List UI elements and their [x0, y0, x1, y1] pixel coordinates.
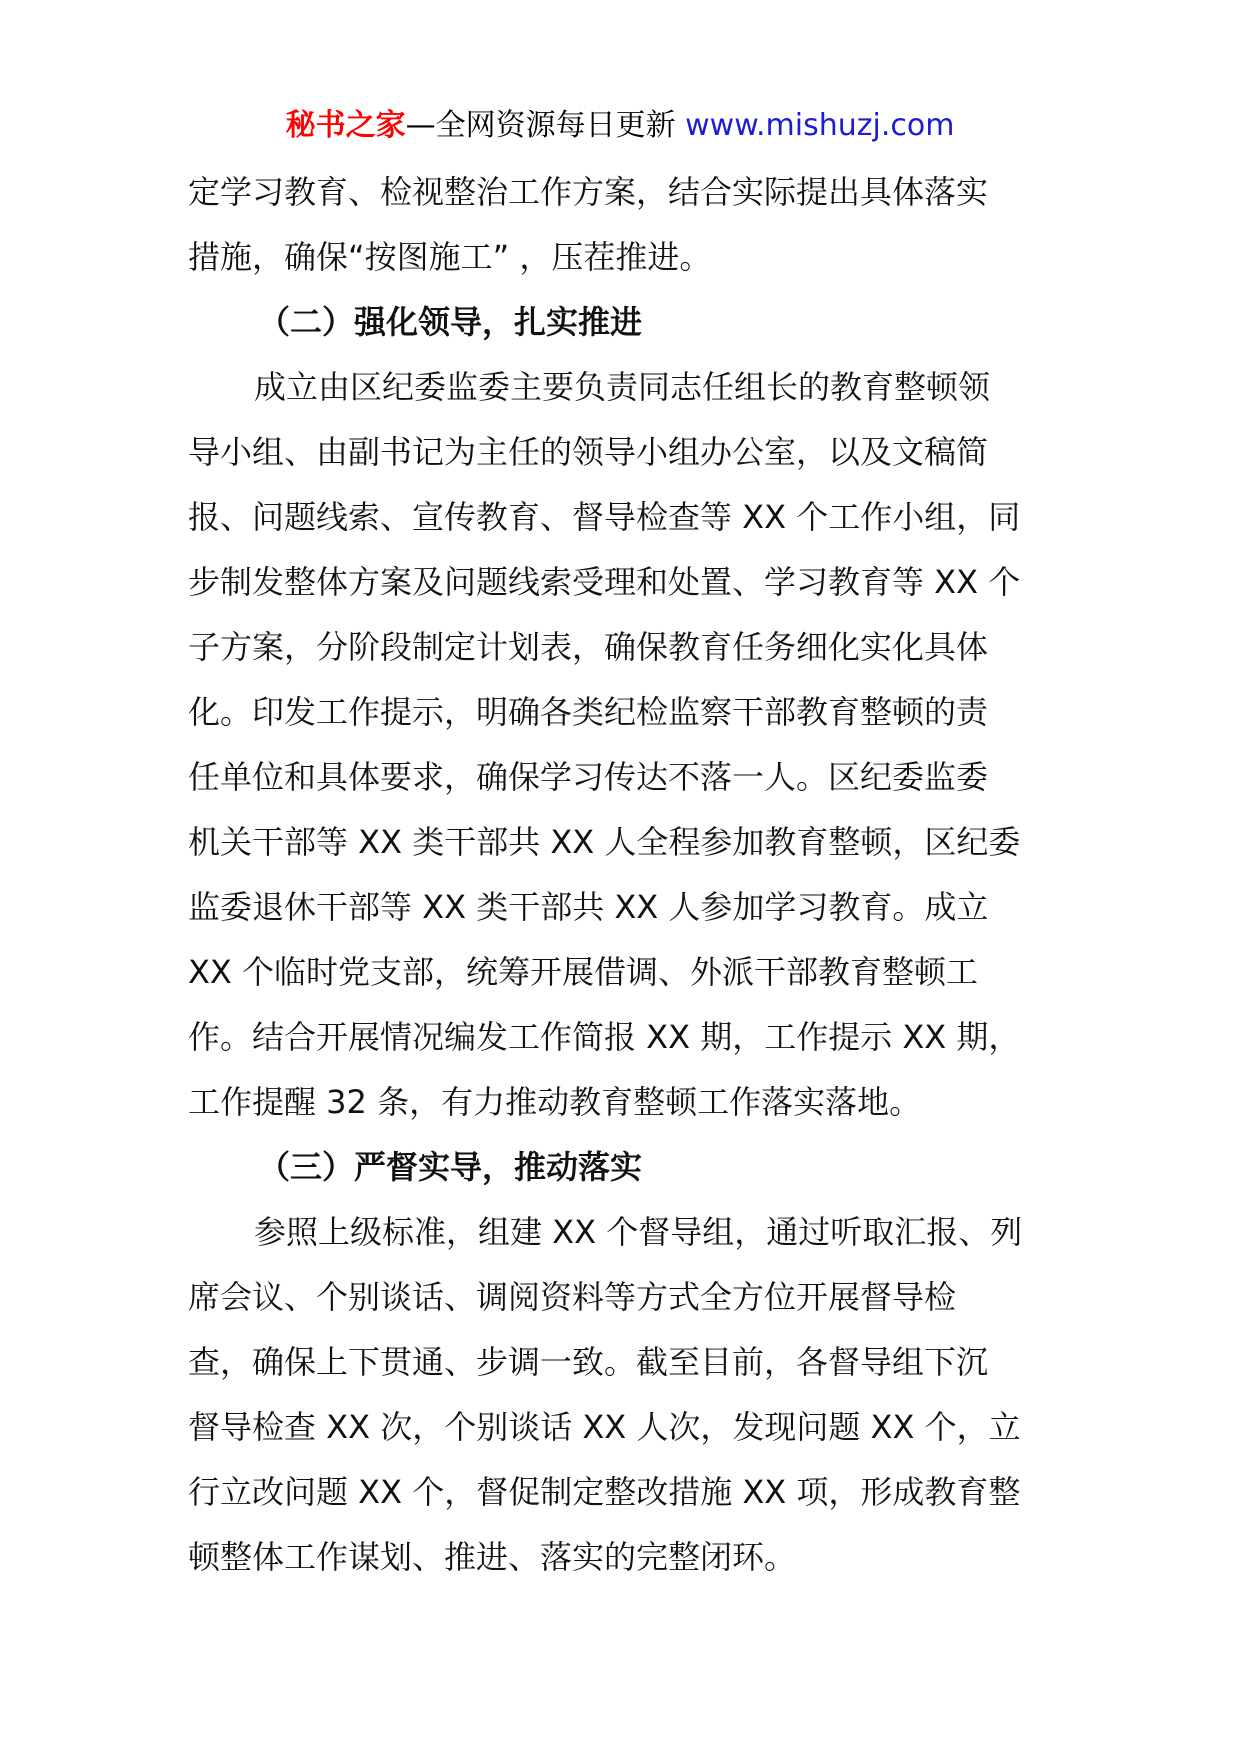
body-line: 任单位和具体要求，确保学习传达不落一人。区纪委监委 [188, 758, 989, 796]
header-tagline: —全网资源每日更新 [405, 108, 676, 143]
body-line: 导小组、由副书记为主任的领导小组办公室，以及文稿简 [188, 433, 989, 471]
body-line: 查，确保上下贯通、步调一致。截至目前，各督导组下沉 [188, 1343, 989, 1381]
body-line: 化。印发工作提示，明确各类纪检监察干部教育整顿的责 [188, 693, 989, 731]
body-line: 监委退休干部等 XX 类干部共 XX 人参加学习教育。成立 [188, 888, 989, 926]
body-line: 机关干部等 XX 类干部共 XX 人全程参加教育整顿，区纪委 [188, 823, 1021, 861]
body-line: 席会议、个别谈话、调阅资料等方式全方位开展督导检 [188, 1278, 957, 1316]
site-url-link[interactable]: www.mishuzj.com [685, 108, 955, 143]
body-line: 作。结合开展情况编发工作简报 XX 期，工作提示 XX 期， [188, 1018, 1021, 1056]
section-heading: （三）严督实导，推动落实 [258, 1148, 643, 1186]
paragraph-first-line: 参照上级标准，组建 XX 个督导组，通过听取汇报、列 [254, 1213, 1023, 1251]
document-body [188, 160, 1068, 1590]
body-line: 步制发整体方案及问题线索受理和处置、学习教育等 XX 个 [188, 563, 1021, 601]
brand-name: 秘书之家 [285, 108, 406, 143]
page-header [0, 100, 1240, 152]
paragraph-first-line: 成立由区纪委监委主要负责同志任组长的教育整顿领 [254, 368, 991, 406]
body-line: 措施，确保“按图施工” ，压茬推进。 [188, 238, 712, 276]
body-line: 报、问题线索、宣传教育、督导检查等 XX 个工作小组，同 [188, 498, 1021, 536]
body-line: XX 个临时党支部，统筹开展借调、外派干部教育整顿工 [188, 953, 979, 991]
body-line: 定学习教育、检视整治工作方案，结合实际提出具体落实 [188, 173, 989, 211]
body-line: 顿整体工作谋划、推进、落实的完整闭环。 [188, 1538, 797, 1576]
body-line: 工作提醒 32 条，有力推动教育整顿工作落实落地。 [188, 1083, 922, 1121]
body-line: 子方案，分阶段制定计划表，确保教育任务细化实化具体 [188, 628, 989, 666]
body-line: 行立改问题 XX 个，督促制定整改措施 XX 项，形成教育整 [188, 1473, 1021, 1511]
body-line: 督导检查 XX 次，个别谈话 XX 人次，发现问题 XX 个，立 [188, 1408, 1021, 1446]
section-heading: （二）强化领导，扎实推进 [258, 303, 643, 341]
